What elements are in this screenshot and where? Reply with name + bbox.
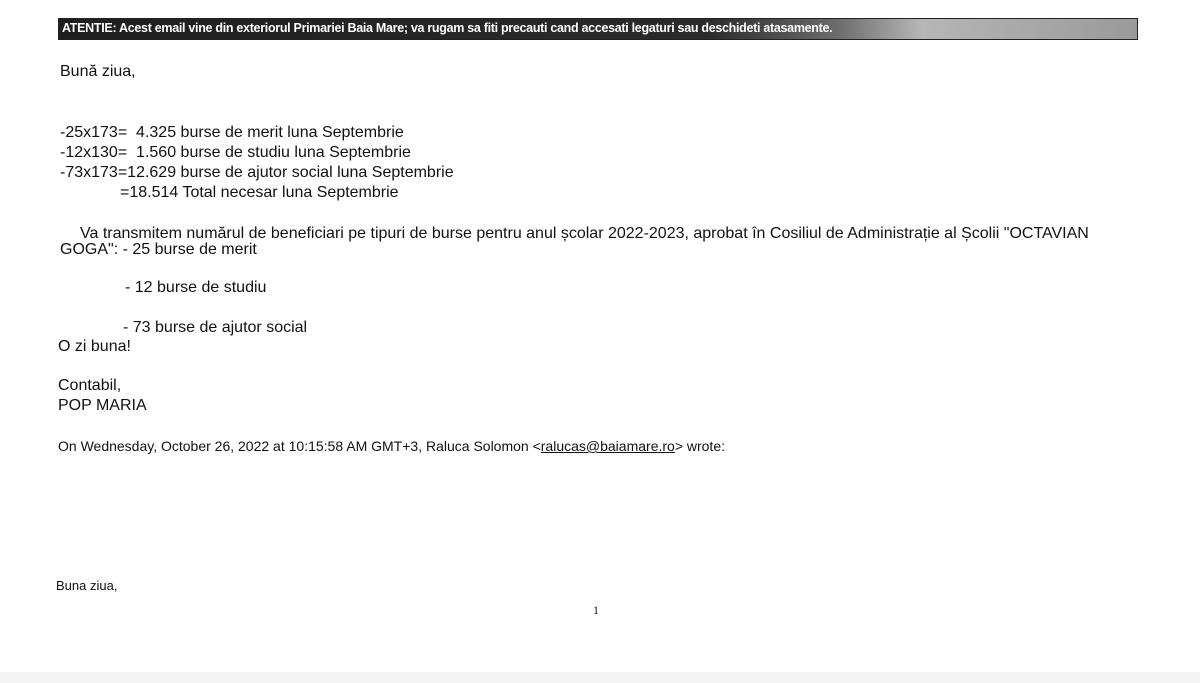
list-item-social: - 73 burse de ajutor social — [123, 319, 308, 336]
list-item-studiu: - 12 burse de studiu — [125, 279, 267, 296]
quote-header-suffix: > wrote: — [674, 438, 726, 454]
sender-email-link[interactable]: ralucas@baiamare.ro — [540, 438, 675, 454]
warning-message: Acest email vine din exteriorul Primariei Baia Mare; va rugam sa fiti precauti cand accesati legaturi sau deschideti atasamente. — [119, 21, 833, 35]
quote-header — [58, 436, 725, 456]
calc-line-studiu: -12x130= 1.560 burse de studiu luna Septembrie — [60, 144, 411, 161]
paragraph-line-2: GOGA": - 25 burse de merit — [60, 241, 257, 258]
closing-line: O zi buna! — [58, 338, 131, 355]
signature-name: POP MARIA — [58, 397, 147, 414]
greeting: Bună ziua, — [60, 63, 136, 80]
external-email-warning-text — [62, 21, 832, 35]
external-email-warning-banner — [58, 18, 1138, 40]
calc-line-merit: -25x173= 4.325 burse de merit luna Septembrie — [60, 124, 404, 141]
quote-header-prefix: On Wednesday, October 26, 2022 at 10:15:58 AM GMT+3, Raluca Solomon < — [58, 438, 541, 454]
signature-role: Contabil, — [58, 377, 122, 394]
page-number: 1 — [593, 603, 599, 617]
calc-line-total: =18.514 Total necesar luna Septembrie — [120, 184, 399, 201]
quoted-greeting: Buna ziua, — [56, 578, 118, 593]
calc-line-social: -73x173=12.629 burse de ajutor social luna Septembrie — [60, 164, 454, 181]
warning-label: ATENTIE: — [62, 21, 117, 35]
paragraph-line-1: Va transmitem numărul de beneficiari pe tipuri de burse pentru anul școlar 2022-2023, aprobat în Cosiliul de Administrație al Școlii "OCTAVIAN — [80, 225, 1089, 242]
